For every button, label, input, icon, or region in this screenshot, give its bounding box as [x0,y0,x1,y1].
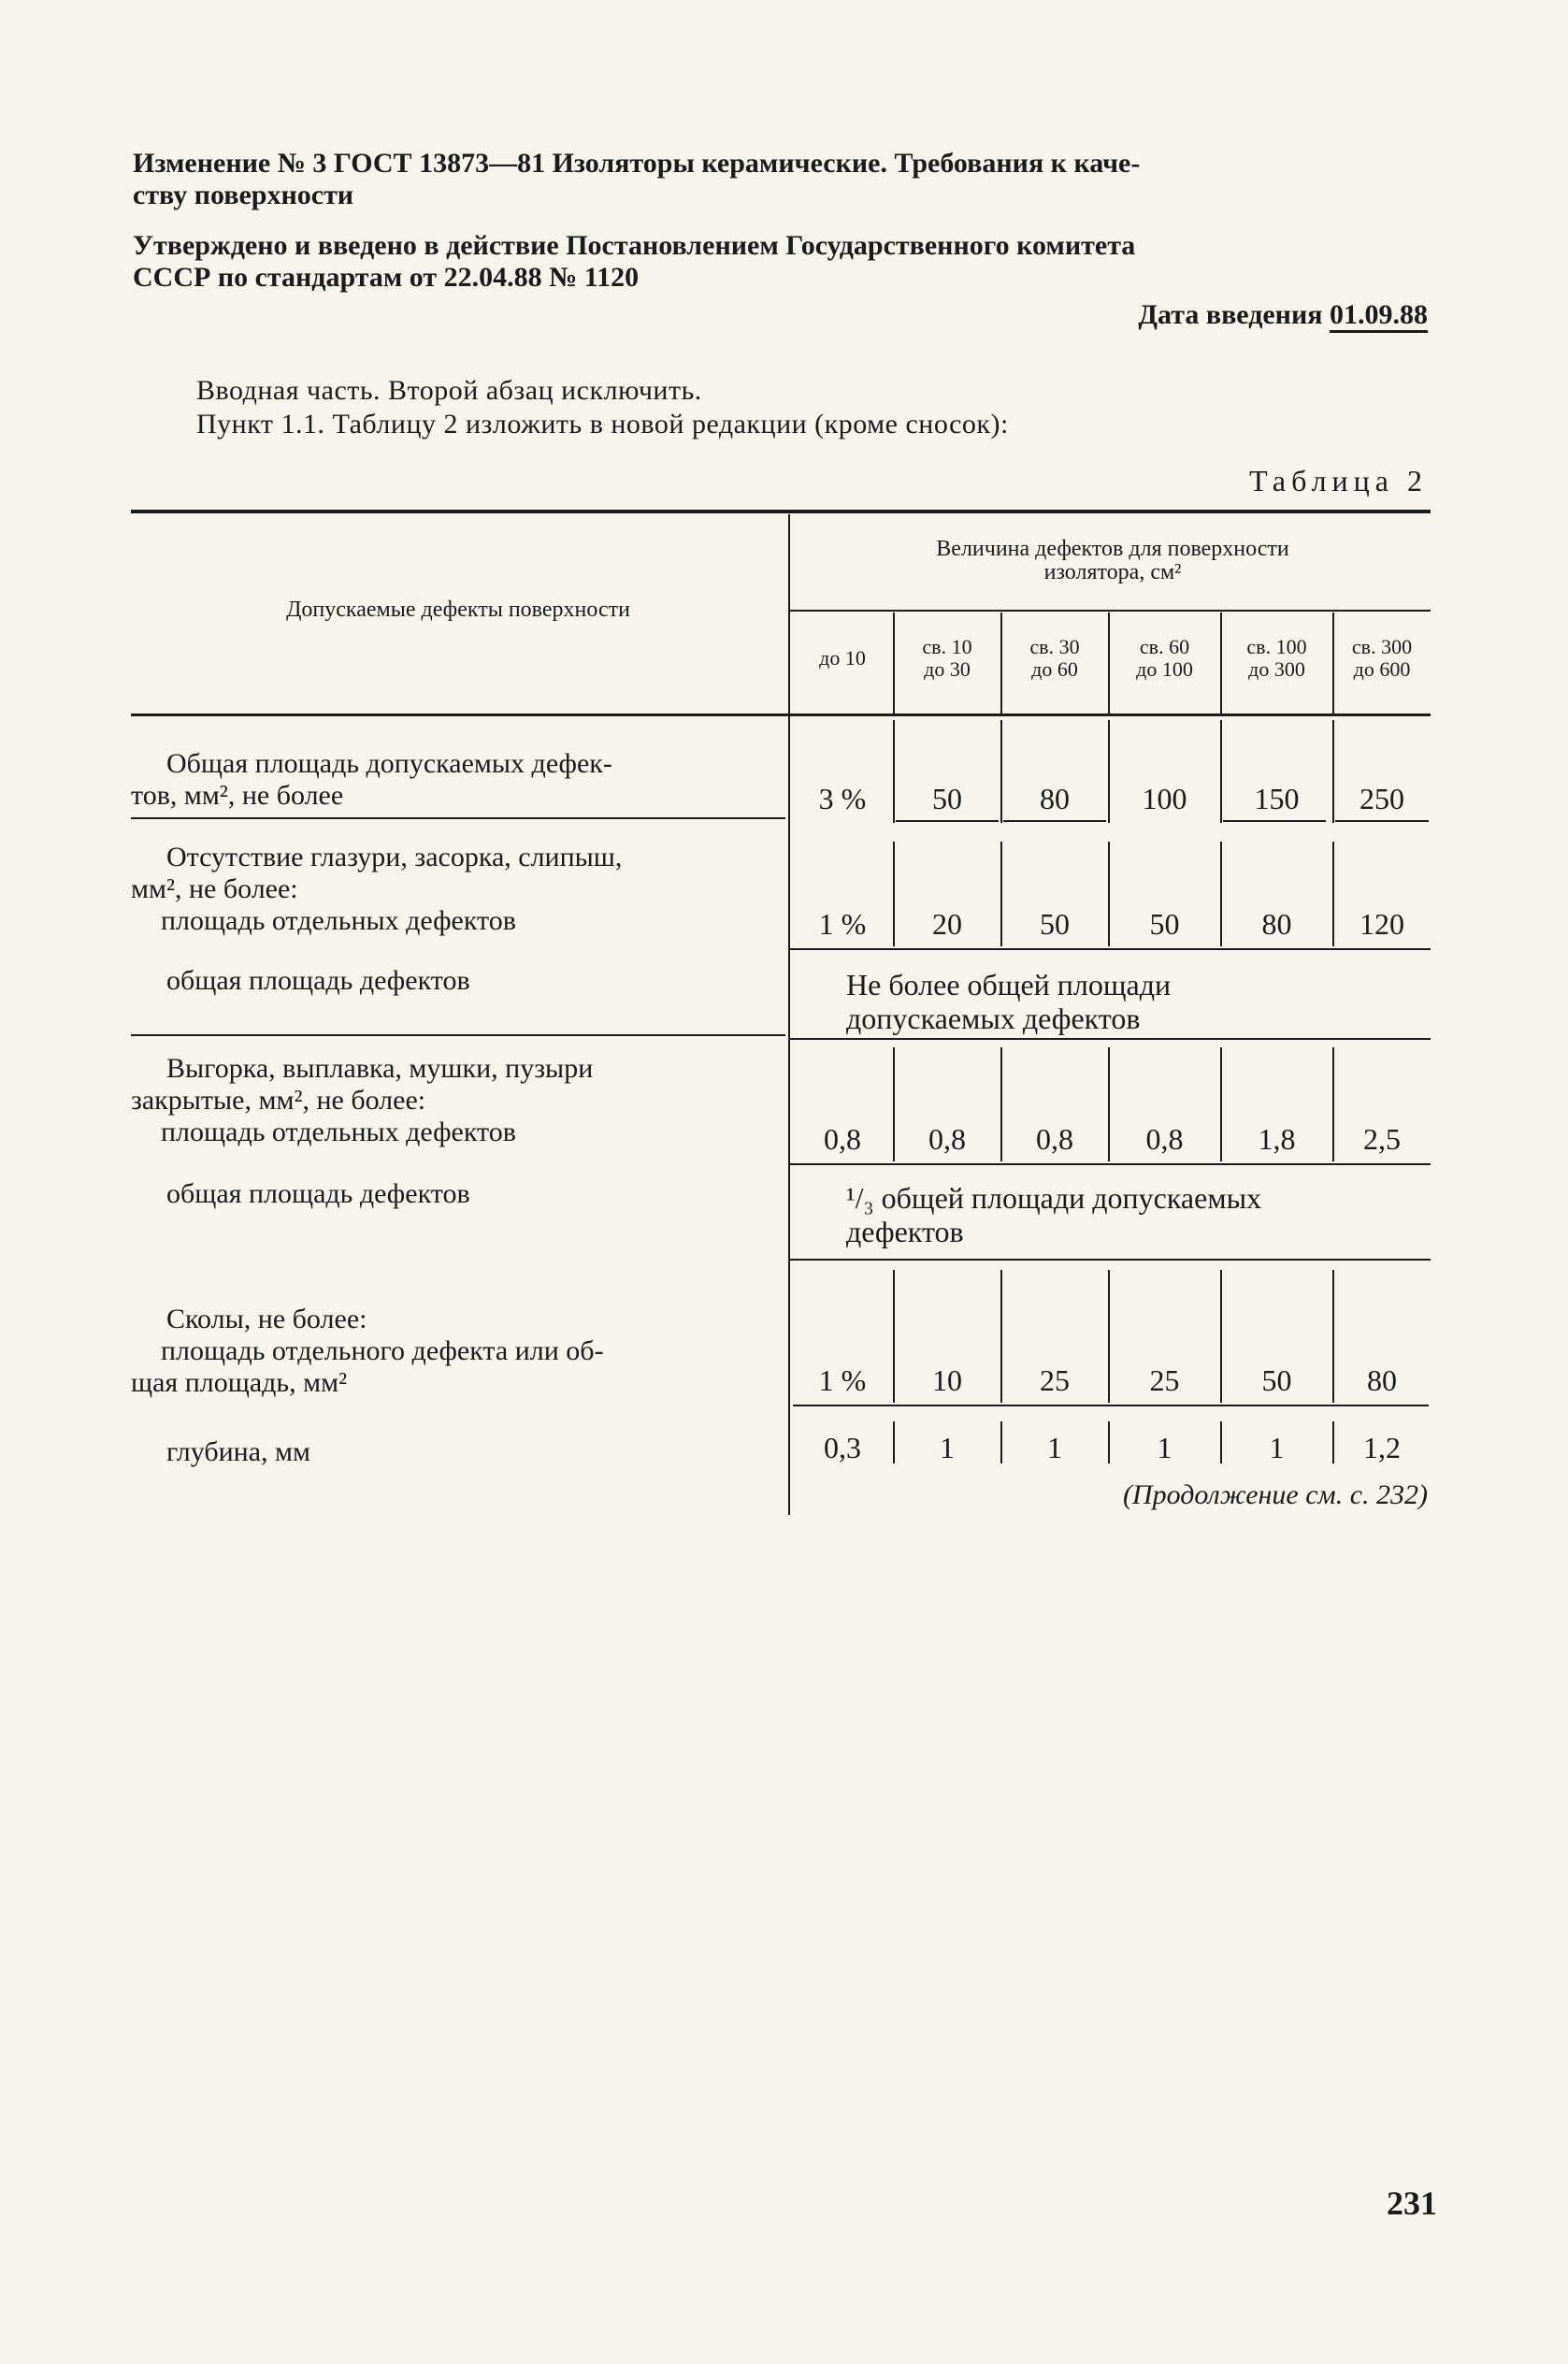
col-divider [1220,720,1222,823]
row4b-val-3: 1 [1047,1431,1062,1464]
row1-val-5: 150 [1254,782,1300,815]
col-header-4: св. 60 до 100 [1136,635,1193,681]
row4-val-4: 25 [1149,1363,1180,1397]
col-divider [1000,842,1002,946]
change-title-line2: ству поверхности [133,180,354,210]
row3-val-2: 0,8 [928,1122,966,1156]
col-divider [893,842,895,946]
table-top-rule [131,510,1431,513]
approval-line1: Утверждено и введено в действие Постановлением Государственного комитета [133,230,1136,261]
col-divider [1332,1047,1334,1161]
row4b-val-6: 1,2 [1363,1431,1401,1464]
col-divider [1000,1047,1002,1161]
col-divider [1108,1047,1110,1161]
row4-val-6: 80 [1367,1363,1397,1397]
date-value: 01.09.88 [1330,299,1428,333]
row3-val-3: 0,8 [1036,1122,1073,1156]
cell-rule [1335,820,1429,822]
row2b-value-l1: Не более общей площади [846,968,1172,1002]
row-rule [131,817,785,819]
row3-label-l2: закрытые, мм², не более: [131,1085,426,1116]
intro-line2: Пункт 1.1. Таблицу 2 изложить в новой редакции (кроме сносок): [196,409,1009,440]
row3-val-5: 1,8 [1258,1122,1296,1156]
col-divider [1000,1270,1002,1403]
row3-val-6: 2,5 [1363,1122,1401,1156]
col-divider [1220,1047,1222,1161]
col-divider [1332,1270,1334,1403]
row-rule [790,1163,1431,1165]
row1-val-6: 250 [1359,782,1404,815]
row4-val-1: 1 % [818,1363,867,1397]
approval-line2: СССР по стандартам от 22.04.88 № 1120 [133,262,640,293]
cell-rule [1003,820,1106,822]
header-group-line1: Величина дефектов для поверхности [936,537,1289,561]
row4-val-5: 50 [1261,1363,1292,1397]
row3b-value-l1: ¹/₃ общей площади допускаемых [846,1181,1262,1215]
row2b-label: общая площадь дефектов [166,965,470,996]
row3-label-l1: Выгорка, выплавка, мушки, пузыри [166,1053,594,1084]
row4-val-2: 10 [932,1363,962,1397]
col-divider [1000,1421,1002,1463]
effective-date [1138,299,1428,331]
row2-label-l3: площадь отдельных дефектов [161,905,516,936]
row2-val-3: 50 [1040,907,1070,941]
col-divider [1000,720,1002,823]
col-divider [1220,613,1222,714]
row1-label-l2: тов, мм², не более [131,780,344,811]
group-header-rule [790,610,1431,612]
row1-val-1: 3 % [818,782,867,815]
row2-label-l1: Отсутствие глазури, засорка, слипыш, [166,842,623,872]
change-title-line1: Изменение № 3 ГОСТ 13873—81 Изоляторы керамические. Требования к каче- [133,148,1141,179]
col-divider [893,720,895,823]
row4-val-3: 25 [1040,1363,1070,1397]
row4b-val-4: 1 [1157,1431,1172,1464]
col-header-3: св. 30 до 60 [1029,635,1080,681]
row2-label-l2: мм², не более: [131,873,298,904]
col-header-5: св. 100 до 300 [1246,635,1307,681]
cell-rule [896,820,999,822]
col-divider [1108,1421,1110,1463]
row4-label-l2: площадь отдельного дефекта или об- [161,1335,604,1366]
row4b-val-1: 0,3 [824,1431,861,1464]
table-label: Таблица 2 [1249,464,1428,497]
row3b-value-l2: дефектов [846,1215,964,1248]
col-divider [1108,1270,1110,1403]
table-header-rule [131,714,1431,716]
row2-val-6: 120 [1359,907,1404,941]
col-divider [1220,1270,1222,1403]
row4b-val-2: 1 [940,1431,955,1464]
row2b-value-l2: допускаемых дефектов [846,1002,1141,1035]
row4b-label: глубина, мм [166,1436,311,1467]
col-divider [1108,842,1110,946]
col-header-1: до 10 [819,646,866,670]
row4-label-l1: Сколы, не более: [166,1304,367,1334]
col-divider [893,1421,895,1463]
row-rule [790,1038,1431,1040]
row3-val-4: 0,8 [1145,1122,1184,1156]
header-group-line2: изолятора, см² [1043,560,1182,584]
row3-label-l3: площадь отдельных дефектов [161,1117,516,1147]
page-number: 231 [1387,2184,1437,2222]
row-rule [793,1405,1429,1406]
header-left: Допускаемые дефекты поверхности [286,598,630,622]
col-divider [1108,720,1110,823]
row4b-val-5: 1 [1269,1431,1285,1464]
row1-label-l1: Общая площадь допускаемых дефек- [166,748,612,779]
continuation-note: (Продолжение см. с. 232) [1122,1479,1428,1510]
col-divider [1108,613,1110,714]
row3b-label: общая площадь дефектов [166,1178,470,1209]
col-divider [1332,842,1334,946]
row2-val-4: 50 [1149,907,1180,941]
col-divider [1332,613,1334,714]
col-divider [1332,720,1334,823]
col-divider [1220,1421,1222,1463]
row-rule [790,1259,1431,1261]
row4-label-l3: щая площадь, мм² [131,1367,348,1398]
col-divider [1220,842,1222,946]
row1-val-3: 80 [1040,782,1070,815]
row2-val-2: 20 [932,907,962,941]
date-label: Дата введения [1138,299,1323,330]
row2-val-5: 80 [1261,907,1292,941]
col-divider [1000,613,1002,714]
row2-val-1: 1 % [818,907,867,941]
row1-val-4: 100 [1142,782,1187,815]
row-rule [790,948,1431,950]
col-divider [893,613,895,714]
row1-val-2: 50 [932,782,962,815]
intro-line1: Вводная часть. Второй абзац исключить. [196,375,702,406]
col-divider [893,1270,895,1403]
row-rule [131,1034,785,1036]
row3-val-1: 0,8 [824,1122,861,1156]
col-header-2: св. 10 до 30 [922,635,972,681]
table-left-divider [788,514,790,1515]
col-divider [893,1047,895,1161]
col-divider [1332,1421,1334,1463]
cell-rule [1223,820,1326,822]
col-header-6: св. 300 до 600 [1351,635,1413,681]
